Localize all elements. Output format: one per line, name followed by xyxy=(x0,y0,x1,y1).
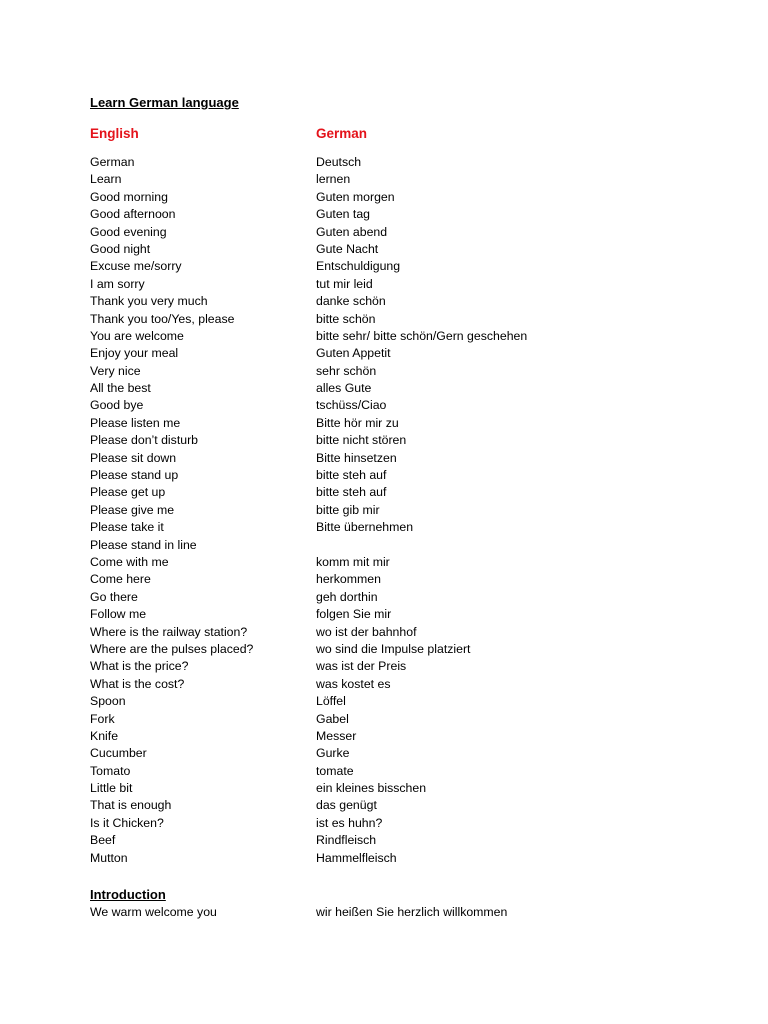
german-phrase: alles Gute xyxy=(316,381,372,396)
german-phrase: Messer xyxy=(316,728,357,743)
vocab-row xyxy=(90,311,730,328)
vocab-row xyxy=(90,415,730,432)
german-phrase: Guten abend xyxy=(316,224,388,239)
vocab-row xyxy=(90,363,730,380)
vocab-row xyxy=(90,904,730,921)
english-phrase: Knife xyxy=(90,728,119,743)
vocab-row xyxy=(90,206,730,223)
vocab-row xyxy=(90,797,730,814)
vocab-row xyxy=(90,484,730,501)
vocab-row xyxy=(90,850,730,867)
german-phrase: ein kleines bisschen xyxy=(316,781,427,796)
vocab-row xyxy=(90,276,730,293)
vocab-row xyxy=(90,397,730,414)
vocab-row xyxy=(90,258,730,275)
vocab-row xyxy=(90,832,730,849)
english-phrase: Is it Chicken? xyxy=(90,815,164,830)
english-phrase: Fork xyxy=(90,711,115,726)
german-phrase: Bitte hör mir zu xyxy=(316,415,399,430)
english-phrase: I am sorry xyxy=(90,276,145,291)
vocab-row xyxy=(90,693,730,710)
vocab-row xyxy=(90,432,730,449)
english-phrase: Where are the pulses placed? xyxy=(90,641,254,656)
vocab-row xyxy=(90,815,730,832)
german-phrase: Guten tag xyxy=(316,207,371,222)
introduction-title: Introduction xyxy=(90,887,166,902)
english-phrase: Spoon xyxy=(90,694,126,709)
german-phrase: Guten Appetit xyxy=(316,346,391,361)
english-phrase: Please listen me xyxy=(90,415,181,430)
german-phrase: was kostet es xyxy=(316,676,391,691)
page-title: Learn German language xyxy=(90,95,239,110)
english-phrase: Good afternoon xyxy=(90,207,176,222)
english-phrase: Enjoy your meal xyxy=(90,346,179,361)
german-phrase: bitte nicht stören xyxy=(316,433,407,448)
english-phrase: Thank you too/Yes, please xyxy=(90,311,235,326)
vocab-row xyxy=(90,658,730,675)
english-phrase: Thank you very much xyxy=(90,294,208,309)
english-phrase: Tomato xyxy=(90,763,131,778)
vocab-row xyxy=(90,519,730,536)
vocab-row xyxy=(90,571,730,588)
english-phrase: Please give me xyxy=(90,502,175,517)
vocab-row xyxy=(90,554,730,571)
vocab-row xyxy=(90,450,730,467)
german-phrase: lernen xyxy=(316,172,351,187)
german-phrase: Gurke xyxy=(316,746,350,761)
german-phrase: folgen Sie mir xyxy=(316,607,392,622)
english-phrase: German xyxy=(90,155,135,169)
german-phrase: Guten morgen xyxy=(316,189,395,204)
german-phrase: wo ist der bahnhof xyxy=(316,624,417,639)
english-phrase: Good evening xyxy=(90,224,167,239)
german-phrase: tschüss/Ciao xyxy=(316,398,387,413)
english-phrase: Mutton xyxy=(90,850,128,865)
vocab-row xyxy=(90,380,730,397)
german-phrase: bitte steh auf xyxy=(316,485,387,500)
vocab-row xyxy=(90,171,730,188)
german-phrase: tomate xyxy=(316,763,354,778)
english-phrase: Please stand up xyxy=(90,468,179,483)
vocab-row xyxy=(90,763,730,780)
english-phrase: Come with me xyxy=(90,554,169,569)
column-header-german: German xyxy=(316,126,368,141)
vocab-row xyxy=(90,728,730,745)
german-phrase: das genügt xyxy=(316,798,377,813)
german-phrase: bitte gib mir xyxy=(316,502,380,517)
english-phrase: Where is the railway station? xyxy=(90,624,248,639)
german-phrase: was ist der Preis xyxy=(316,659,407,674)
german-phrase: herkommen xyxy=(316,572,381,587)
german-phrase: Deutsch xyxy=(316,155,362,169)
german-phrase: Löffel xyxy=(316,694,346,709)
vocab-row xyxy=(90,589,730,606)
vocab-row xyxy=(90,624,730,641)
german-phrase: Entschuldigung xyxy=(316,259,401,274)
german-phrase: Gabel xyxy=(316,711,349,726)
german-phrase: wir heißen Sie herzlich willkommen xyxy=(316,905,508,919)
english-phrase: You are welcome xyxy=(90,328,184,343)
english-phrase: Good morning xyxy=(90,189,168,204)
german-phrase: bitte sehr/ bitte schön/Gern geschehen xyxy=(316,328,528,343)
german-phrase: sehr schön xyxy=(316,363,377,378)
english-phrase: Please stand in line xyxy=(90,537,197,552)
german-phrase: Rindfleisch xyxy=(316,833,377,848)
vocab-row xyxy=(90,606,730,623)
english-phrase: Follow me xyxy=(90,607,147,622)
vocab-row xyxy=(90,467,730,484)
introduction-list xyxy=(90,904,730,921)
vocab-row xyxy=(90,641,730,658)
vocab-row xyxy=(90,189,730,206)
vocab-row xyxy=(90,780,730,797)
vocab-row xyxy=(90,711,730,728)
vocab-row xyxy=(90,154,730,171)
column-header-english: English xyxy=(90,126,139,141)
english-phrase: Very nice xyxy=(90,363,141,378)
english-phrase: Good night xyxy=(90,241,151,256)
german-phrase: Gute Nacht xyxy=(316,241,379,256)
vocab-row xyxy=(90,345,730,362)
german-phrase: ist es huhn? xyxy=(316,815,383,830)
german-phrase: bitte schön xyxy=(316,311,376,326)
vocab-row xyxy=(90,328,730,345)
german-phrase: danke schön xyxy=(316,294,386,309)
english-phrase: Beef xyxy=(90,833,116,848)
vocab-row xyxy=(90,676,730,693)
english-phrase: Come here xyxy=(90,572,151,587)
english-phrase: Learn xyxy=(90,172,122,187)
english-phrase: Little bit xyxy=(90,781,133,796)
english-phrase: Please sit down xyxy=(90,450,177,465)
german-phrase: komm mit mir xyxy=(316,554,390,569)
english-phrase: Go there xyxy=(90,589,138,604)
vocab-row xyxy=(90,537,730,554)
german-phrase: Hammelfleisch xyxy=(316,850,397,865)
english-phrase: Cucumber xyxy=(90,746,147,761)
vocab-row xyxy=(90,293,730,310)
vocab-row xyxy=(90,745,730,762)
german-phrase: Bitte hinsetzen xyxy=(316,450,397,465)
german-phrase: tut mir leid xyxy=(316,276,373,291)
vocab-row xyxy=(90,224,730,241)
english-phrase: That is enough xyxy=(90,798,172,813)
vocab-row xyxy=(90,241,730,258)
vocabulary-list xyxy=(90,154,730,867)
english-phrase: Good bye xyxy=(90,398,144,413)
english-phrase: Please don’t disturb xyxy=(90,433,199,448)
german-phrase: wo sind die Impulse platziert xyxy=(316,641,471,656)
english-phrase: Excuse me/sorry xyxy=(90,259,182,274)
english-phrase: All the best xyxy=(90,381,151,396)
vocab-row xyxy=(90,502,730,519)
english-phrase: What is the price? xyxy=(90,659,189,674)
german-phrase: geh dorthin xyxy=(316,589,378,604)
english-phrase: Please take it xyxy=(90,520,164,535)
english-phrase: We warm welcome you xyxy=(90,905,217,919)
english-phrase: What is the cost? xyxy=(90,676,185,691)
german-phrase: bitte steh auf xyxy=(316,468,387,483)
german-phrase: Bitte übernehmen xyxy=(316,520,414,535)
english-phrase: Please get up xyxy=(90,485,166,500)
